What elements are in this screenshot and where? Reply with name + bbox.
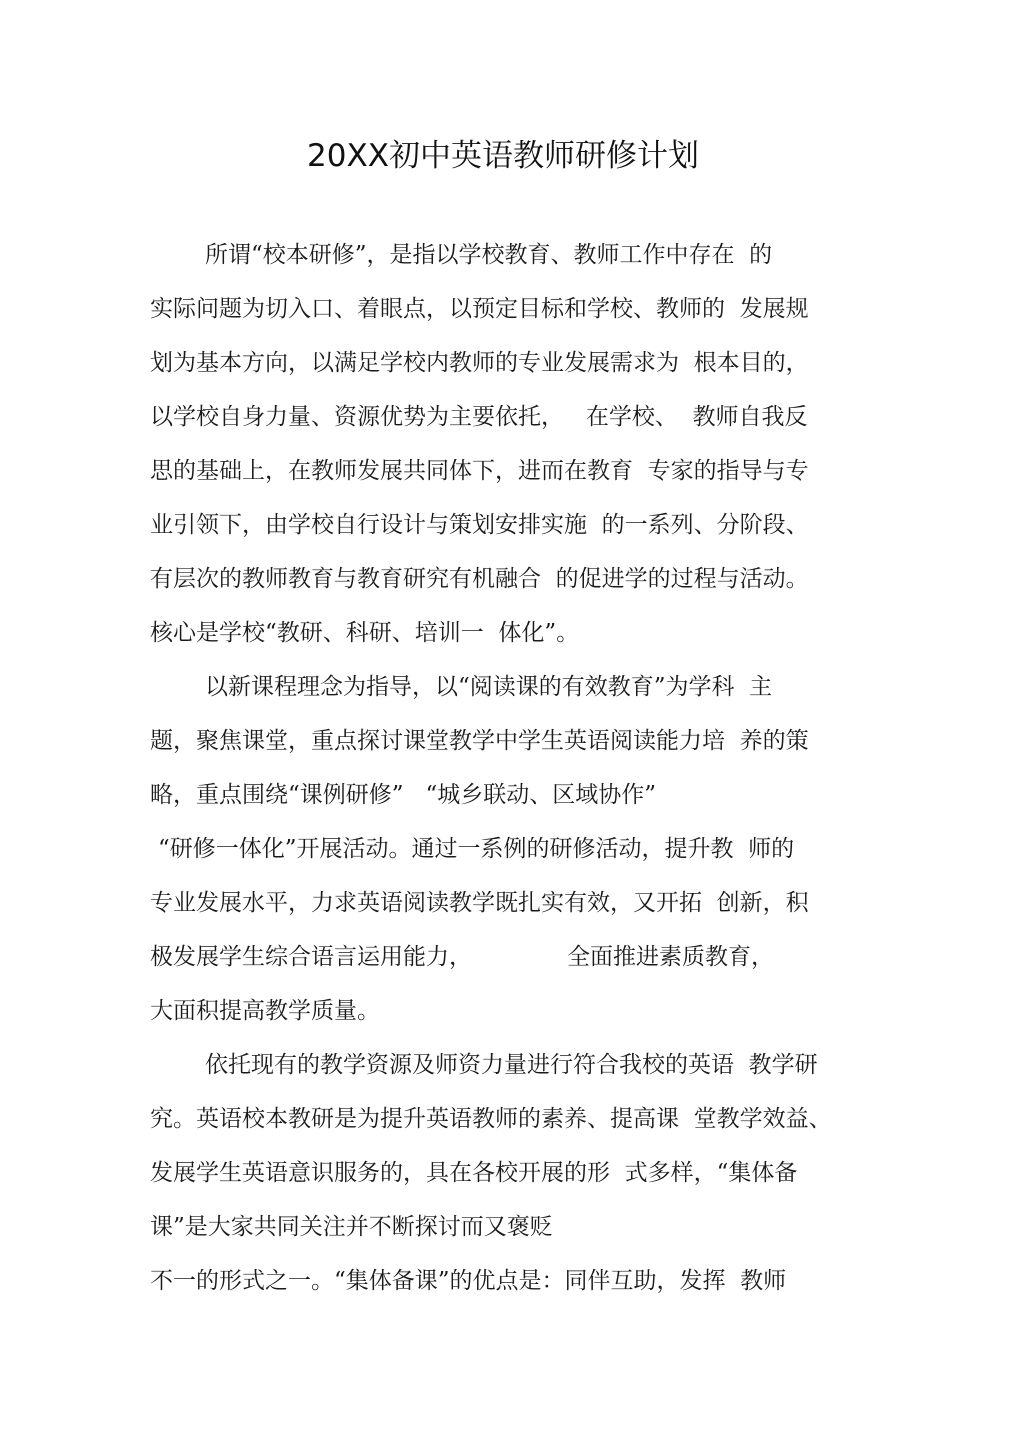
document-title: 20XX初中英语教师研修计划: [307, 138, 699, 174]
body-line-19: 课”是大家共同关注并不断探讨而又褒贬: [150, 1214, 553, 1240]
body-line-12: “研修一体化”开展活动。通过一系例的研修活动，提升教 师的: [158, 836, 795, 862]
body-line-17: 究。英语校本教研是为提升英语教师的素养、提高课 堂教学效益、: [150, 1106, 832, 1132]
body-line-15: 大面积提高教学质量。: [150, 998, 380, 1024]
body-line-10: 题，聚焦课堂，重点探讨课堂教学中学生英语阅读能力培 养的策: [150, 728, 809, 754]
body-line-2: 实际问题为切入口、着眼点，以预定目标和学校、教师的 发展规: [150, 296, 809, 322]
body-line-7: 有层次的教师教育与教育研究有机融合 的促进学的过程与活动。: [150, 566, 809, 592]
body-line-20: 不一的形式之一。“集体备课”的优点是：同伴互助，发挥 教师: [150, 1268, 787, 1294]
body-line-14: 极发展学生综合语言运用能力， 全面推进素质教育，: [150, 944, 775, 970]
body-line-18: 发展学生英语意识服务的，具在各校开展的形 式多样，“集体备: [150, 1160, 798, 1186]
body-line-9: 以新课程理念为指导，以“阅读课的有效教育”为学科 主: [205, 674, 773, 700]
body-line-6: 业引领下，由学校自行设计与策划安排实施 的一系列、分阶段、: [150, 512, 809, 538]
body-line-11: 略，重点围绕“课例研修” “城乡联动、区域协作”: [150, 782, 656, 808]
body-line-1: 所谓“校本研修”，是指以学校教育、教师工作中存在 的: [205, 242, 773, 268]
body-line-5: 思的基础上，在教师发展共同体下，进而在教育 专家的指导与专: [150, 458, 809, 484]
body-line-16: 依托现有的教学资源及师资力量进行符合我校的英语 教学研: [205, 1052, 818, 1078]
body-line-13: 专业发展水平，力求英语阅读教学既扎实有效，又开拓 创新，积: [150, 890, 809, 916]
body-line-8: 核心是学校“教研、科研、培训一 体化”。: [150, 620, 580, 646]
body-line-3: 划为基本方向，以满足学校内教师的专业发展需求为 根本目的，: [150, 350, 809, 376]
body-line-4: 以学校自身力量、资源优势为主要依托， 在学校、 教师自我反: [150, 404, 808, 430]
